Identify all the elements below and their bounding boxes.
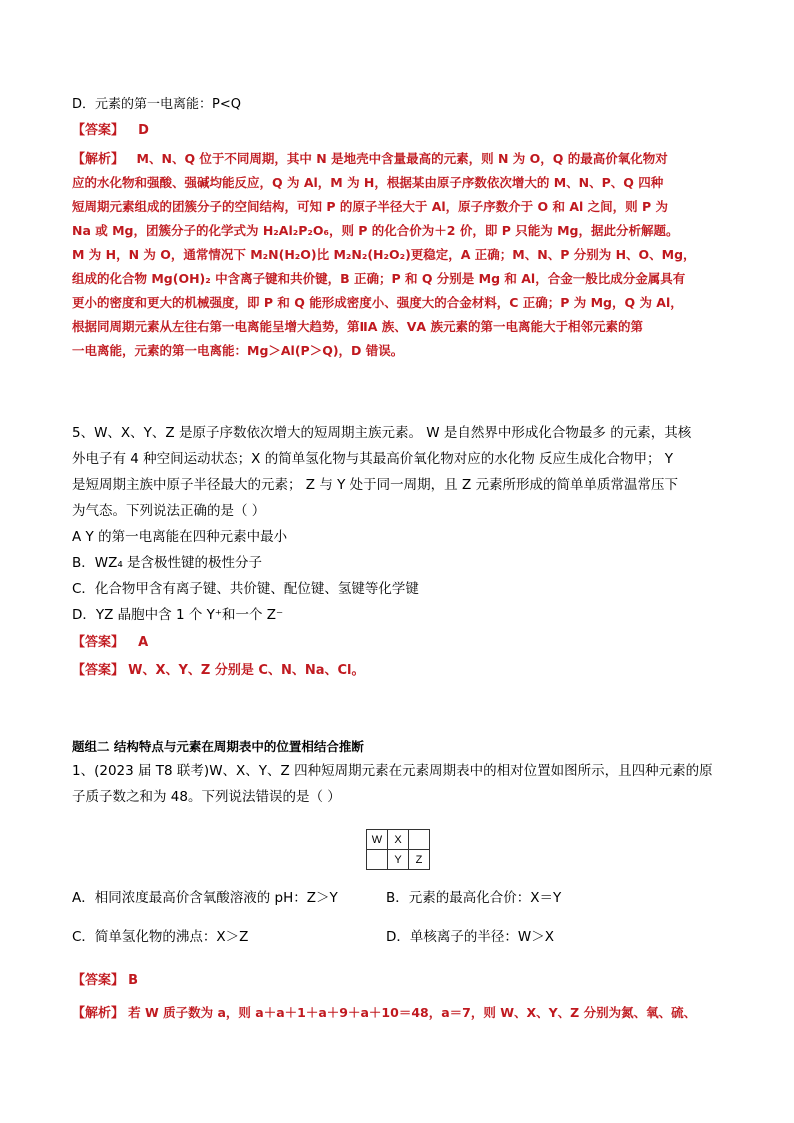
prev-analysis-line-6: 组成的化合物 Mg(OH)₂ 中含离子键和共价键，B 正确；P 和 Q 分别是 Mg 和 Al，合金一般比成分金属具有 (72, 271, 686, 286)
answer-label: 【答案】 (72, 973, 125, 988)
analysis-label: 【解析】 (72, 152, 125, 167)
grid-cell: W (367, 830, 388, 850)
q5-stem-line-2: 外电子有 4 种空间运动状态；X 的简单氢化物与其最高价氧化物对应的水化物 反应生成化合物甲； Y (72, 451, 674, 467)
q5-answer (72, 634, 722, 652)
group2-option-d: D．单核离子的半径：W＞X (386, 929, 554, 945)
group2-stem-line-1: 1、(2023 届 T8 联考)W、X、Y、Z 四种短周期元素在元素周期表中的相对位置如图所示，且四种元素的原 (72, 763, 713, 779)
prev-answer (72, 122, 722, 140)
answer-label: 【答案】 (72, 635, 125, 650)
answer-value: A (138, 635, 149, 650)
group2-option-c: C．简单氢化物的沸点：X＞Z (72, 929, 249, 945)
answer-label: 【答案】 (72, 663, 125, 678)
q5-answer-2 (72, 662, 722, 680)
prev-analysis-line-2: 应的水化物和强酸、强碱均能反应，Q 为 Al，M 为 H，根据某由原子序数依次增大的 M、N、P、Q 四种 (72, 175, 664, 190)
q5-stem-line-3: 是短周期主族中原子半径最大的元素； Z 与 Y 处于同一周期，且 Z 元素所形成的简单单质常温常压下 (72, 477, 678, 493)
group2-option-a: A．相同浓度最高价含氧酸溶液的 pH：Z＞Y (72, 890, 338, 906)
answer-text: W、X、Y、Z 分别是 C、N、Na、Cl。 (128, 663, 365, 678)
q5-stem-line-4: 为气态。下列说法正确的是（ ） (72, 503, 266, 519)
analysis-label: 【解析】 (72, 1006, 125, 1021)
prev-analysis-line-4: Na 或 Mg，团簇分子的化学式为 H₂Al₂P₂O₆，则 P 的化合价为＋2 价，即 P 只能为 Mg，据此分析解题。 (72, 223, 679, 238)
grid-cell: Y (388, 850, 409, 870)
prev-analysis-line-7: 更小的密度和更大的机械强度，即 P 和 Q 能形成密度小、强度大的合金材料，C 正确；P 为 Mg，Q 为 Al， (72, 295, 683, 310)
grid-cell: X (388, 830, 409, 850)
prev-analysis-line-3: 短周期元素组成的团簇分子的空间结构，可知 P 的原子半径大于 Al，原子序数介于 O 和 Al 之间，则 P 为 (72, 199, 669, 214)
prev-analysis-line-9: 一电离能，元素的第一电离能：Mg＞Al(P＞Q)，D 错误。 (72, 343, 404, 358)
group2-title: 题组二 结构特点与元素在周期表中的位置相结合推断 (72, 739, 364, 754)
q5-option-c: C．化合物甲含有离子键、共价键、配位键、氢键等化学键 (72, 581, 419, 597)
q5-option-a: A Y 的第一电离能在四种元素中最小 (72, 529, 288, 545)
prev-analysis-line-5: M 为 H，N 为 O，通常情况下 M₂N(H₂O)比 M₂N₂(H₂O₂)更稳定，A 正确；M、N、P 分别为 H、O、Mg， (72, 247, 696, 262)
group2-stem-line-2: 子质子数之和为 48。下列说法错误的是（ ） (72, 789, 341, 805)
prev-analysis-line-1: 【解析】 M、N、Q 位于不同周期，其中 N 是地壳中含量最高的元素，则 N 为 O，Q 的最高价氧化物对 (72, 151, 668, 167)
group2-option-b: B．元素的最高化合价：X＝Y (386, 890, 562, 906)
grid-cell (409, 830, 430, 850)
answer-value: B (128, 973, 139, 988)
periodic-table-fragment (366, 829, 430, 870)
answer-label: 【答案】 (72, 123, 125, 138)
grid-cell: Z (409, 850, 430, 870)
q5-stem-line-1: 5、W、X、Y、Z 是原子序数依次增大的短周期主族元素。 W 是自然界中形成化合物最多 的元素，其核 (72, 425, 692, 441)
q5-option-d: D．YZ 晶胞中含 1 个 Y⁺和一个 Z⁻ (72, 607, 284, 623)
prev-analysis-line-8: 根据同周期元素从左往右第一电离能呈增大趋势，第ⅡA 族、ⅤA 族元素的第一电离能大于相邻元素的第 (72, 319, 643, 334)
prev-option-d: D．元素的第一电离能：P<Q (72, 97, 241, 112)
q5-option-b: B．WZ₄ 是含极性键的极性分子 (72, 555, 263, 571)
analysis-text: 若 W 质子数为 a，则 a＋a＋1＋a＋9＋a＋10＝48，a＝7，则 W、X、Y、Z 分别为氮、氧、硫、 (128, 1005, 697, 1020)
group2-answer (72, 972, 722, 990)
grid-cell (367, 850, 388, 870)
group2-analysis (72, 1004, 722, 1023)
answer-value: D (138, 123, 149, 138)
